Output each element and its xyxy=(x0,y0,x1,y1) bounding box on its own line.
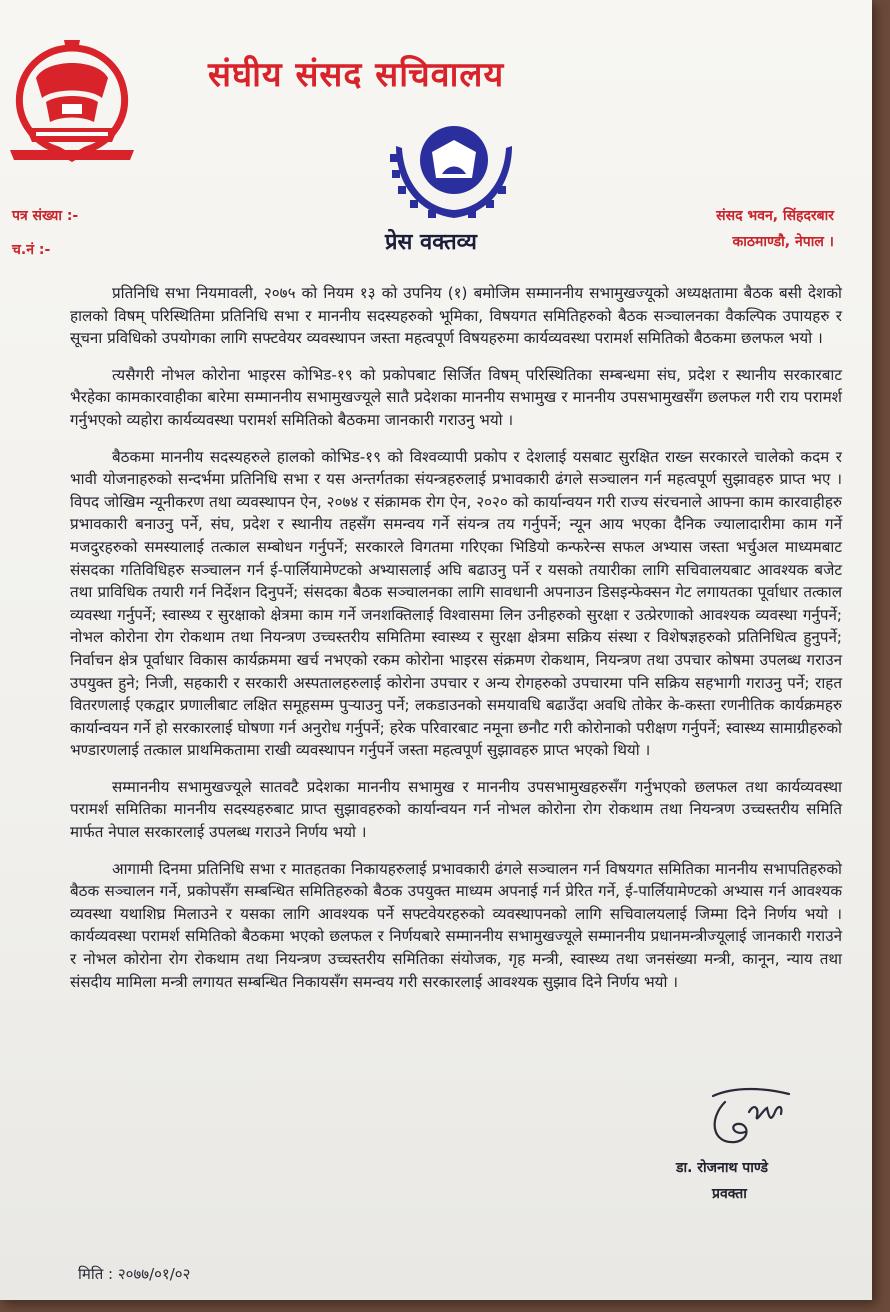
letterhead-title: संघीय संसद सचिवालय xyxy=(208,55,505,95)
paragraph-1: प्रतिनिधि सभा नियमावली, २०७५ को नियम १३ को उपनिय (१) बमोजिम सम्माननीय सभामुखज्यूको अध्यक्षतामा बैठक बसी देशको हालको विषम् परिस्थितिमा प्रतिनिधि सभा र माननीय सदस्यहरुको भूमिका, विषयगत समितिहरुको बैठक सञ्चालनका वैकल्पिक उपायहरु र सूचना प्रविधिको उपयोगका लागि सफ्टवेयर व्यवस्थापन जस्ता महत्वपूर्ण विषयहरुमा कार्यव्यवस्था परामर्श समितिको बैठकमा छलफल भयो । xyxy=(70,284,842,348)
press-statement-title: प्रेस वक्तव्य xyxy=(385,230,477,255)
signatory-name: डा. रोजनाथ पाण्डे xyxy=(676,1160,768,1176)
address-line-1: संसद भवन, सिंहदरबार xyxy=(716,208,834,224)
address-line-2: काठमाण्डौ, नेपाल । xyxy=(732,234,834,250)
paragraph-2: त्यसैगरी नोभल कोरोना भाइरस कोभिड-१९ को प्रकोपबाट सिर्जित विषम् परिस्थितिका सम्बन्धमा संघ, प्रदेश र स्थानीय सरकारबाट भैरहेका कामकारवाहीका बारेमा सम्माननीय सभामुखज्यूले सातै प्रदेशका माननीय सभामुख र माननीय उपसभामुखसँग छलफल गरी राय परामर्श गर्नुभएको व्यहोरा कार्यव्यवस्था परामर्श समितिको बैठकमा जानकारी गराउनु भयो । xyxy=(70,365,842,429)
handwritten-signature xyxy=(705,1082,795,1154)
parliament-seal-icon xyxy=(382,118,522,226)
nepal-emblem-icon xyxy=(6,38,138,166)
statement-body xyxy=(70,282,842,1007)
paragraph-3: बैठकमा माननीय सदस्यहरुले हालको कोभिड-१९ को विश्वव्यापी प्रकोप र देशलाई यसबाट सुरक्षित राख्न सरकारले चालेको कदम र भावी योजनाहरुको सन्दर्भमा प्रतिनिधि सभा र यस अन्तर्गतका संयन्त्रहरुलाई प्रभावकारी ढंगले सञ्चालन गर्न महत्वपूर्ण सुझावहरु प्राप्त भए । विपद जोखिम न्यूनीकरण तथा व्यवस्थापन ऐन, २०७४ र संक्रामक रोग ऐन, २०२० को कार्यान्वयन गरी राज्य संरचनाले आफ्ना काम कारवाहीहरु प्रभावकारी बनाउनु पर्ने, संघ, प्रदेश र स्थानीय तहसँग समन्वय गर्ने संयन्त्र तय गर्नुपर्ने; न्यून आय भएका दैनिक ज्यालादारीमा काम गर्ने मजदुरहरुको समस्यालाई तत्काल सम्बोधन गर्नुपर्ने; सरकारले विगतमा गरिएका भिडियो कन्फरेन्स सफल अभ्यास जस्ता भर्चुअल माध्यमबाट संसदका गतिविधिहरु सञ्चालन गर्न ई-पार्लियामेण्टको अभ्यासलाई अघि बढाउनु पर्ने र यसको तयारीका लागि सचिवालयबाट आवश्यक बजेट तथा प्राविधिक तयारी गर्न निर्देशन दिनुपर्ने; संसदका बैठक सञ्चालनका लागि सावधानी अपनाउन डिसइन्फेक्सन गेट लगायतका पूर्वाधार तत्काल व्यवस्था गर्नुपर्ने; स्वास्थ्य र सुरक्षाको क्षेत्रमा काम गर्ने जनशक्तिलाई विश्वासमा लिन उनीहरुको सुरक्षा र उत्प्रेरणाको आवश्यक व्यवस्था गर्नुपर्ने; नोभल कोरोना रोग रोकथाम तथा नियन्त्रण उच्चस्तरीय समितिमा स्वास्थ्य र सुरक्षा क्षेत्रमा सक्रिय संस्था र विशेषज्ञहरुको प्रतिनिधित्व हुनुपर्ने; निर्वाचन क्षेत्र पूर्वाधार विकास कार्यक्रममा खर्च नभएको रकम कोरोना भाइरस संक्रमण रोकथाम, नियन्त्रण तथा उपचार कोषमा उपलब्ध गराउन उपयुक्त हुने; निजी, सहकारी र सरकारी अस्पतालहरुलाई कोरोना उपचार र अन्य रोगहरुको उपचारमा पनि सक्रिय सहभागी गराउनु पर्ने; राहत वितरणलाई एकद्वार प्रणालीबाट लक्षित समूहसम्म पुऱ्याउनु पर्ने; लकडाउनको समयावधि बढाउँदा अवधि तोकेर के-कस्ता रणनीतिक कार्यक्रमहरु कार्यान्वयन गर्ने हो सरकारलाई घोषणा गर्न अनुरोध गर्नुपर्ने; हरेक परिवारबाट नमूना छनौट गरी कोरोनाको परीक्षण गर्नुपर्ने; स्वास्थ्य सामाग्रीहरुको भण्डारणलाई तत्काल प्राथमिकतामा राखी व्यवस्थापन गर्नुपर्ने जस्ता महत्वपूर्ण सुझावहरु प्राप्त भएको थियो । xyxy=(70,447,842,760)
signatory-role: प्रवक्ता xyxy=(712,1186,747,1202)
paragraph-5: आगामी दिनमा प्रतिनिधि सभा र मातहतका निकायहरुलाई प्रभावकारी ढंगले सञ्चालन गर्न विषयगत समितिका माननीय सभापतिहरुको बैठक सञ्चालन गर्ने, प्रकोपसँग सम्बन्धित समितिहरुको बैठक उपयुक्त माध्यम अपनाई गर्न प्रेरित गर्ने, ई-पार्लियामेण्टको अभ्यास गर्न आवश्यक व्यवस्था यथाशिघ्र मिलाउने र यसका लागि आवश्यक पर्ने सफ्टवेयरहरुको व्यवस्थापनको लागि सचिवालयलाई जिम्मा दिने निर्णय भयो । कार्यव्यवस्था परामर्श समितिको बैठकमा भएको छलफल र निर्णयबारे सम्माननीय सभामुखज्यूले सम्माननीय प्रधानमन्त्रीज्यूलाई जानकारी गराउने र नोभल कोरोना रोग रोकथाम तथा नियन्त्रण उच्चस्तरीय समितिका संयोजक, गृह मन्त्री, स्वास्थ्य तथा जनसंख्या मन्त्री, कानून, न्याय तथा संसदीय मामिला मन्त्री लगायत सम्बन्धित निकायसँग समन्वय गरी सरकारलाई आवश्यक सुझाव दिने निर्णय भयो । xyxy=(70,859,842,991)
dispatch-number-label: च.नं :- xyxy=(12,242,51,258)
date-line: मिति : २०७७/०१/०२ xyxy=(78,1265,191,1283)
paragraph-4: सम्माननीय सभामुखज्यूले सातवटै प्रदेशका माननीय सभामुख र माननीय उपसभामुखहरुसँग गर्नुभएको छलफल तथा कार्यव्यवस्था परामर्श समितिका माननीय सदस्यहरुबाट प्राप्त सुझावहरुको कार्यान्वयन गर्न नोभल कोरोना रोग रोकथाम तथा नियन्त्रण उच्चस्तरीय समिति मार्फत नेपाल सरकारलाई उपलब्ध गराउने निर्णय भयो । xyxy=(70,777,842,842)
letter-number-label: पत्र संख्या :- xyxy=(12,208,79,224)
